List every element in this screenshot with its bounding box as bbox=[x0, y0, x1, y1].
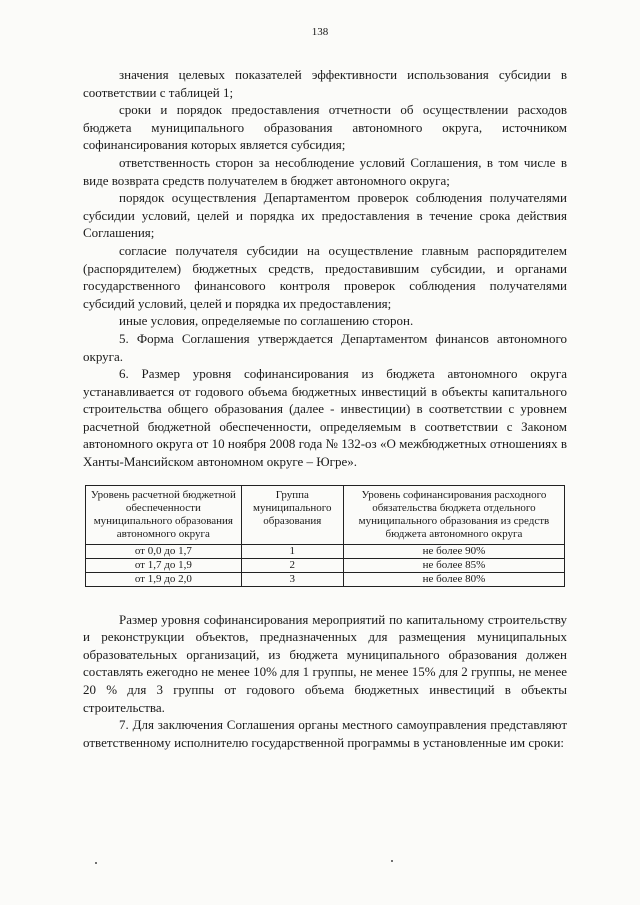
table-header-row bbox=[86, 485, 565, 544]
paragraph: ответственность сторон за несоблюдение условий Соглашения, в том числе в виде возврата средств получателем в бюджет автономного округа; bbox=[83, 154, 567, 188]
table-row bbox=[86, 544, 565, 558]
table-header-group: Группа муниципального образования bbox=[241, 485, 343, 544]
scan-speck bbox=[95, 862, 97, 864]
paragraph: иные условия, определяемые по соглашению сторон. bbox=[119, 313, 414, 329]
table-cell-level: от 1,7 до 1,9 bbox=[86, 558, 242, 572]
paragraph: 5. Форма Соглашения утверждается Департаментом финансов автономного округа. bbox=[83, 330, 567, 364]
scan-speck bbox=[391, 860, 393, 862]
paragraph: сроки и порядок предоставления отчетности об осуществлении расходов бюджета муниципального образования автономного округа, источником софинансирования которых является субсидия; bbox=[83, 102, 567, 153]
table-row bbox=[86, 572, 565, 586]
document-body bbox=[83, 66, 567, 751]
table-cell-level: от 1,9 до 2,0 bbox=[86, 572, 242, 586]
paragraph: согласие получателя субсидии на осуществление главным распорядителем (распорядителем) бюджетных средств, предоставившим субсидии, и органами государственного финансового контроля проверок соблюдения получателями субсидий условий, целей и порядка их предоставления; bbox=[83, 242, 567, 311]
paragraph: 6. Размер уровня софинансирования из бюджета автономного округа устанавливается от годового объема бюджетных инвестиций в объекты капитального строительства общего образования (далее - инвестиции) в соответствии с уровнем расчетной бюджетной обеспеченности, определяемым в соответствии с Законом автономного округа от 10 ноября 2008 года № 132-оз «О межбюджетных отношениях в Ханты-Мансийском автономном округе – Югре». bbox=[83, 366, 567, 470]
paragraphs-after bbox=[83, 611, 567, 752]
cofinancing-table bbox=[85, 485, 565, 587]
paragraph: порядок осуществления Департаментом проверок соблюдения получателями субсидии условий, целей и порядка их предоставления в течение срока действия Соглашения; bbox=[83, 190, 567, 241]
table-cell-group: 2 bbox=[241, 558, 343, 572]
table-header-cofinancing: Уровень софинансирования расходного обязательства бюджета отдельного муниципального образования из средств бюджета автономного округа bbox=[343, 485, 564, 544]
paragraph: 7. Для заключения Соглашения органы местного самоуправления представляют ответственному исполнителю государственной программы в установленные им сроки: bbox=[83, 717, 567, 750]
paragraphs-before bbox=[83, 66, 567, 471]
table-row bbox=[86, 558, 565, 572]
table-header-level: Уровень расчетной бюджетной обеспеченности муниципального образования автономного округа bbox=[86, 485, 242, 544]
table-cell-level: от 0,0 до 1,7 bbox=[86, 544, 242, 558]
paragraph: значения целевых показателей эффективности использования субсидии в соответствии с таблицей 1; bbox=[83, 67, 567, 100]
table-cell-cofinancing: не более 85% bbox=[343, 558, 564, 572]
page-number: 138 bbox=[311, 26, 329, 38]
table-cell-cofinancing: не более 90% bbox=[343, 544, 564, 558]
table-cell-group: 1 bbox=[241, 544, 343, 558]
table-cell-group: 3 bbox=[241, 572, 343, 586]
paragraph: Размер уровня софинансирования мероприятий по капитальному строительству и реконструкции объектов, предназначенных для размещения муниципальных образовательных организаций, из бюджета муниципального образования должен составлять ежегодно не менее 10% для 1 группы, не менее 15% для 2 группы, не менее 20 % для 3 группы от годового объема бюджетных инвестиций в объекты строительства. bbox=[83, 611, 567, 715]
table-cell-cofinancing: не более 80% bbox=[343, 572, 564, 586]
